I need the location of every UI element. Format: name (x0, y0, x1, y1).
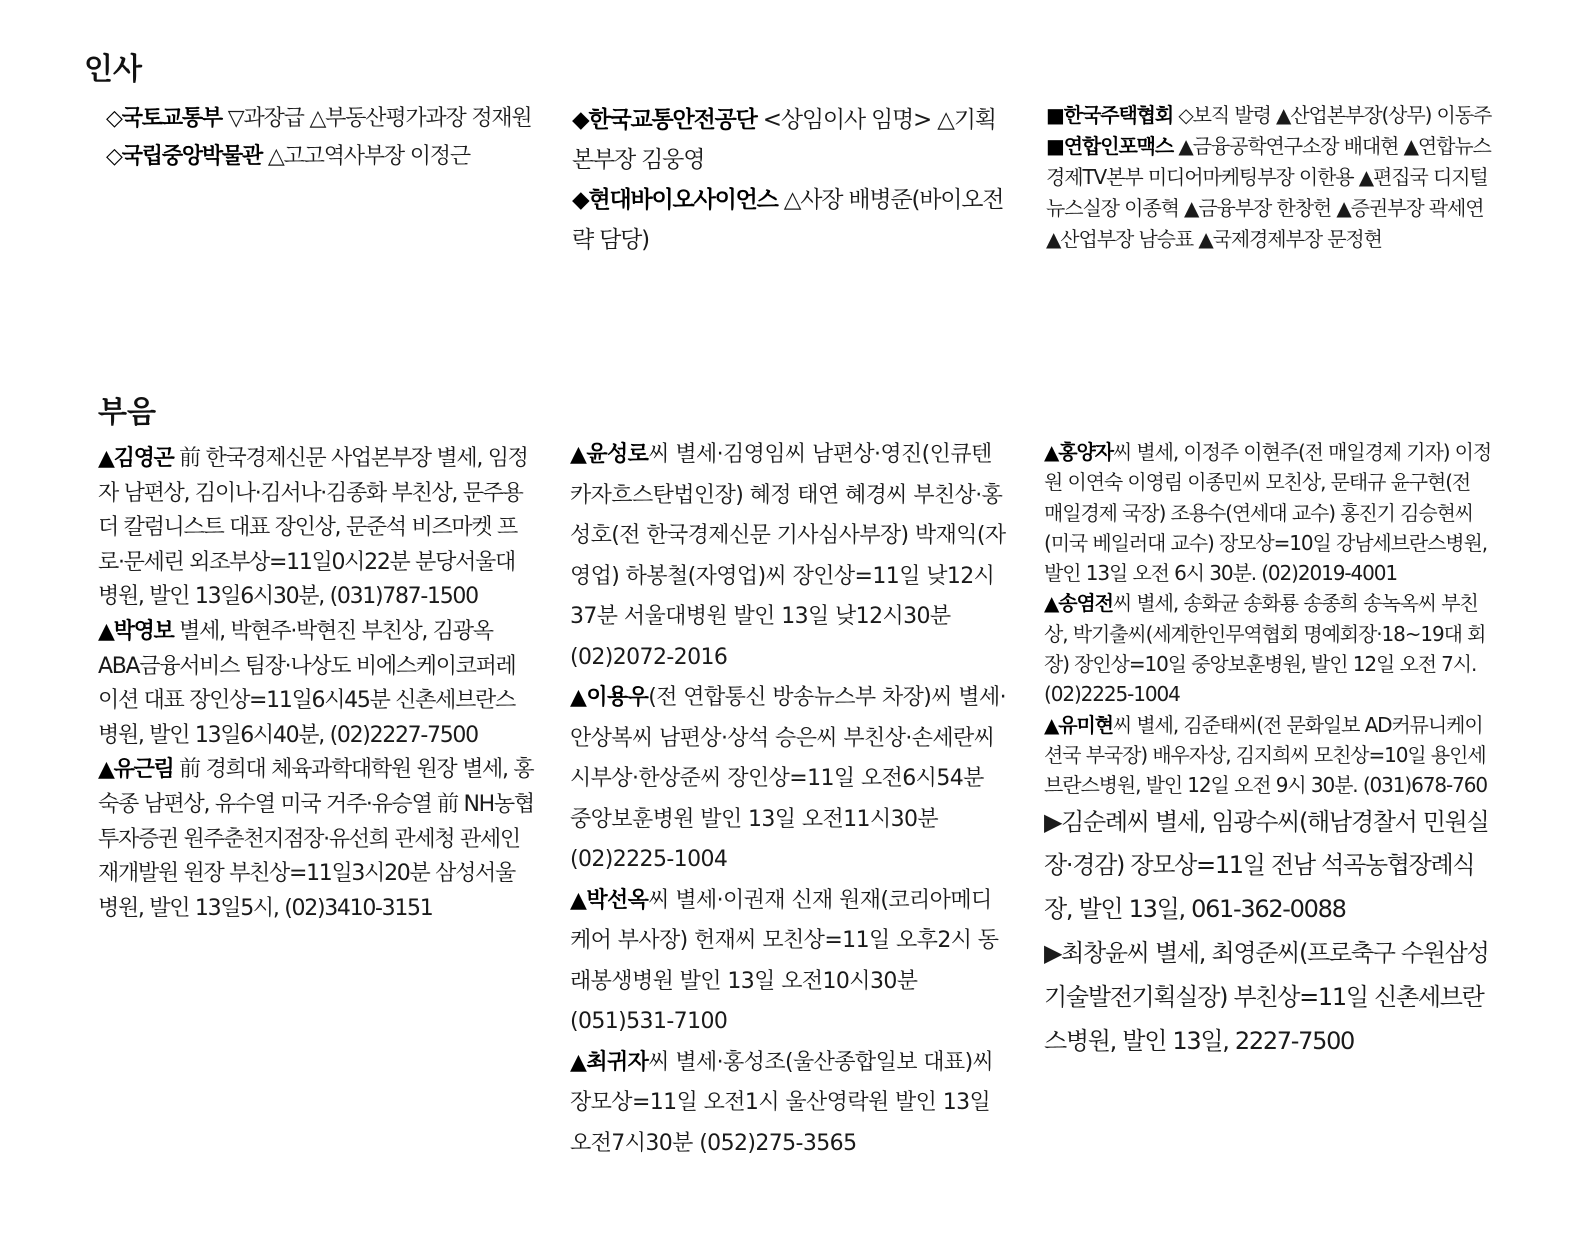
insa-entry (1046, 100, 1492, 131)
entry-text: 씨 별세, 김준태씨(전 문화일보 AD커뮤니케이션국 부국장) 배우자상, 김지희씨 모친상=10일 용인세브란스병원, 발인 12일 오전 9시 30분. (031)678-760 (1044, 712, 1487, 798)
entry-text: 씨 별세, 송화균 송화룡 송종희 송녹옥씨 부친상, 박기출씨(세계한인무역협회 명예회장·18~19대 회장) 장인상=10일 중앙보훈병원, 발인 12일 오전 7시. (02)2225-1004 (1044, 591, 1486, 707)
insa-entry (84, 138, 534, 176)
entry-text: ▶최창윤씨 별세, 최영준씨(프로축구 수원삼성 기술발전기획실장) 부친상=11일 신촌세브란스병원, 발인 13일, 2227-7500 (1044, 938, 1489, 1055)
entry-name: ▲유근림 (98, 757, 174, 783)
entry-name: ■한국주택협회 (1046, 103, 1174, 127)
entry-text: <상임이사 임명> △기획본부장 김웅영 (572, 107, 996, 173)
bueum-entry (1044, 437, 1492, 588)
entry-name: ▲최귀자 (570, 1049, 649, 1075)
entry-text: (전 연합통신 방송뉴스부 차장)씨 별세·안상복씨 남편상·상석 승은씨 부친상·손세란씨 시부상·한상준씨 장인상=11일 오전6시54분 중앙보훈병원 발인 13일 오전11시30분 (02)2225-1004 (570, 685, 1006, 872)
bueum-entry (570, 435, 1010, 678)
insa-column-1 (84, 100, 534, 176)
bueum-entry (98, 615, 534, 753)
bueum-entry (1044, 710, 1492, 801)
insa-entry (1046, 131, 1492, 255)
insa-entry (572, 180, 1008, 260)
insa-column-3 (1046, 100, 1492, 255)
entry-text: ▶김순례씨 별세, 임광수씨(해남경찰서 민원실장·경감) 장모상=11일 전남 석곡농협장례식장, 발인 13일, 061-362-0088 (1044, 807, 1489, 924)
entry-text: ▲금융공학연구소장 배대현 ▲연합뉴스경제TV본부 미디어마케팅부장 이한용 ▲편집국 디지털뉴스실장 이종혁 ▲금융부장 한창헌 ▲증권부장 곽세연 ▲산업부장 남승표 ▲국제경제부장 문정현 (1046, 134, 1491, 251)
bueum-entry (570, 1043, 1010, 1165)
bueum-entry (570, 881, 1010, 1043)
entry-text: 씨 별세·홍성조(울산종합일보 대표)씨 장모상=11일 오전1시 울산영락원 발인 13일 오전7시30분 (052)275-3565 (570, 1049, 994, 1156)
bueum-entry (1044, 588, 1492, 709)
entry-name: ▲박선옥 (570, 887, 649, 913)
bueum-entry (98, 753, 534, 926)
section-title-bueum: 부음 (98, 395, 156, 430)
entry-text: ▽과장급 △부동산평가과장 정재원 (221, 106, 532, 131)
entry-name: ▲유미현 (1044, 712, 1113, 737)
entry-text: △사장 배병준(바이오전략 담당) (572, 187, 1004, 253)
entry-text: 씨 별세·이권재 신재 원재(코리아메디케어 부사장) 헌재씨 모친상=11일 오후2시 동래봉생병원 발인 13일 오전10시30분 (051)531-7100 (570, 887, 999, 1034)
entry-name: ▲이용우 (570, 685, 649, 710)
entry-name: ◇국토교통부 (106, 106, 222, 131)
entry-name: ▲박영보 (98, 618, 174, 644)
bueum-entry (98, 442, 534, 615)
entry-name: ▲김영곤 (98, 446, 174, 471)
bueum-column-1 (98, 442, 534, 926)
section-title-insa: 인사 (84, 52, 142, 87)
insa-column-2 (572, 100, 1008, 260)
bueum-column-2 (570, 435, 1010, 1164)
entry-name: ◇국립중앙박물관 (106, 144, 263, 169)
bueum-entry (570, 678, 1010, 881)
bueum-column-3 (1044, 437, 1492, 1063)
entry-text: 前 한국경제신문 사업본부장 별세, 임정자 남편상, 김이나·김서나·김종화 부친상, 문주용 더 칼럼니스트 대표 장인상, 문준석 비즈마켓 프로·문세린 외조부상=11일0시22분 분당서울대병원, 발인 13일6시30분, (031)787-1500 (98, 446, 528, 610)
entry-name: ▲윤성로 (570, 442, 649, 467)
entry-text: 별세, 박현주·박현진 부친상, 김광옥 ABA금융서비스 팀장·나상도 비에스케이코퍼레이션 대표 장인상=11일6시45분 신촌세브란스병원, 발인 13일6시40분, (02)2227-7500 (98, 618, 516, 748)
entry-name: ▲홍양자 (1044, 440, 1113, 464)
entry-name: ■연합인포맥스 (1046, 134, 1174, 158)
entry-text: 씨 별세·김영임씨 남편상·영진(인큐텐 카자흐스탄법인장) 혜정 태연 혜경씨 부친상·홍성호(전 한국경제신문 기사심사부장) 박재익(자영업) 하봉철(자영업)씨 장인상=11일 낮12시37분 서울대병원 발인 13일 낮12시30분 (02)2072-2016 (570, 442, 1006, 670)
entry-name: ◆한국교통안전공단 (572, 107, 757, 133)
entry-text: 씨 별세, 이정주 이현주(전 매일경제 기자) 이정원 이연숙 이영림 이종민씨 모친상, 문태규 윤구현(전 매일경제 국장) 조용수(연세대 교수) 홍진기 김승현씨(미국 베일러대 교수) 장모상=10일 강남세브란스병원, 발인 13일 오전 6시 30분. (02)2019-4001 (1044, 440, 1492, 586)
entry-name: ◆현대바이오사이언스 (572, 187, 778, 213)
entry-text: △고고역사부장 이정근 (262, 144, 470, 169)
insa-entry (84, 100, 534, 138)
entry-text: 前 경희대 체육과학대학원 원장 별세, 홍숙종 남편상, 유수열 미국 거주·유승열 前 NH농협투자증권 원주춘천지점장·유선희 관세청 관세인재개발원 원장 부친상=11일3시20분 삼성서울병원, 발인 13일5시, (02)3410-3151 (98, 757, 534, 921)
insa-entry (572, 100, 1008, 180)
bueum-entry (1044, 932, 1492, 1063)
bueum-entry (1044, 801, 1492, 932)
entry-text: ◇보직 발령 ▲산업본부장(상무) 이동주 (1173, 103, 1492, 127)
entry-name: ▲송염전 (1044, 591, 1113, 616)
